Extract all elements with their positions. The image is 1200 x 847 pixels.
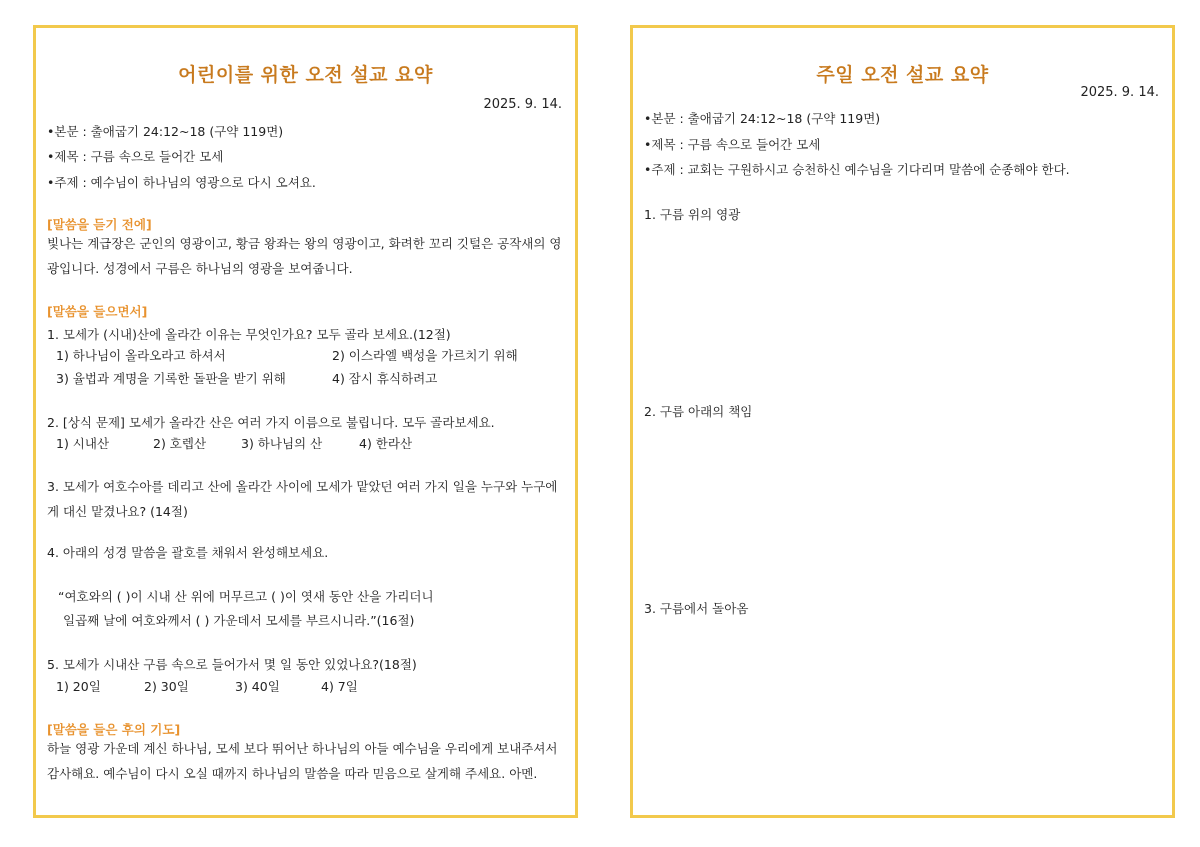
theme-line: •주제 : 교회는 구원하시고 승천하신 예수님을 기다리며 말씀에 순종해야 한다. — [644, 162, 1070, 177]
question-3: 3. 모세가 여호수아를 데리고 산에 올라간 사이에 모세가 맡았던 여러 가지 일을 누구와 누구에게 대신 맡겼나요? (14절) — [47, 479, 558, 519]
question-5: 5. 모세가 시내산 구름 속으로 들어가서 몇 일 동안 있었나요?(18절) — [47, 657, 417, 672]
adult-sermon-title: 주일 오전 설교 요약 — [816, 64, 989, 86]
q1-option-4: 4) 잠시 휴식하려고 — [332, 371, 438, 386]
question-4: 4. 아래의 성경 말씀을 괄호를 채워서 완성해보세요. — [47, 545, 329, 560]
adult-sermon-date: 2025. 9. 14. — [1080, 85, 1159, 100]
q1-option-3: 3) 율법과 계명을 기록한 돌판을 받기 위해 — [56, 371, 286, 386]
section-during-heading: [말씀을 들으면서] — [47, 304, 148, 319]
kids-sermon-date: 2025. 9. 14. — [483, 97, 562, 112]
q5-option-2: 2) 30일 — [144, 679, 189, 694]
sermon-point-2: 2. 구름 아래의 책임 — [644, 404, 753, 419]
q4-verse-line-2: 일곱째 날에 여호와께서 ( ) 가운데서 모세를 부르시니라.”(16절) — [63, 613, 415, 628]
q4-verse-line-1: “여호와의 ( )이 시내 산 위에 머무르고 ( )이 엿새 동안 산을 가리더니 — [58, 589, 434, 604]
q2-option-1: 1) 시내산 — [56, 436, 110, 451]
section-after-heading: [말씀을 들은 후의 기도] — [47, 722, 181, 737]
theme-line: •주제 : 예수님이 하나님의 영광으로 다시 오셔요. — [47, 175, 316, 190]
q5-option-1: 1) 20일 — [56, 679, 101, 694]
question-2: 2. [상식 문제] 모세가 올라간 산은 여러 가지 이름으로 불립니다. 모두 골라보세요. — [47, 415, 495, 430]
adult-sermon-page — [630, 25, 1175, 818]
scripture-line: •본문 : 출애굽기 24:12~18 (구약 119면) — [644, 111, 881, 126]
scripture-line: •본문 : 출애굽기 24:12~18 (구약 119면) — [47, 124, 284, 139]
title-line: •제목 : 구름 속으로 들어간 모세 — [47, 149, 224, 164]
q1-option-2: 2) 이스라엘 백성을 가르치기 위해 — [332, 348, 518, 363]
section-before-heading: [말씀을 듣기 전에] — [47, 217, 152, 232]
kids-sermon-page — [33, 25, 578, 818]
prayer-text: 하늘 영광 가운데 계신 하나님, 모세 보다 뛰어난 하나님의 아들 예수님을 우리에게 보내주셔서 감사해요. 예수님이 다시 오실 때까지 하나님의 말씀을 따라 믿음으로 살게해 주세요. 아멘. — [47, 741, 558, 781]
kids-sermon-title: 어린이를 위한 오전 설교 요약 — [178, 64, 433, 86]
sermon-point-3: 3. 구름에서 돌아옴 — [644, 601, 749, 616]
q1-option-1: 1) 하나님이 올라오라고 하셔서 — [56, 348, 226, 363]
q2-option-3: 3) 하나님의 산 — [241, 436, 323, 451]
q5-option-3: 3) 40일 — [235, 679, 280, 694]
title-line: •제목 : 구름 속으로 들어간 모세 — [644, 137, 821, 152]
q2-option-2: 2) 호렙산 — [153, 436, 207, 451]
q5-option-4: 4) 7일 — [321, 679, 358, 694]
sermon-point-1: 1. 구름 위의 영광 — [644, 207, 741, 222]
q2-option-4: 4) 한라산 — [359, 436, 413, 451]
question-1: 1. 모세가 (시내)산에 올라간 이유는 무엇인가요? 모두 골라 보세요.(12절) — [47, 327, 451, 342]
section-before-text: 빛나는 계급장은 군인의 영광이고, 황금 왕좌는 왕의 영광이고, 화려한 꼬리 깃털은 공작새의 영광입니다. 성경에서 구름은 하나님의 영광을 보여줍니다. — [47, 236, 562, 276]
